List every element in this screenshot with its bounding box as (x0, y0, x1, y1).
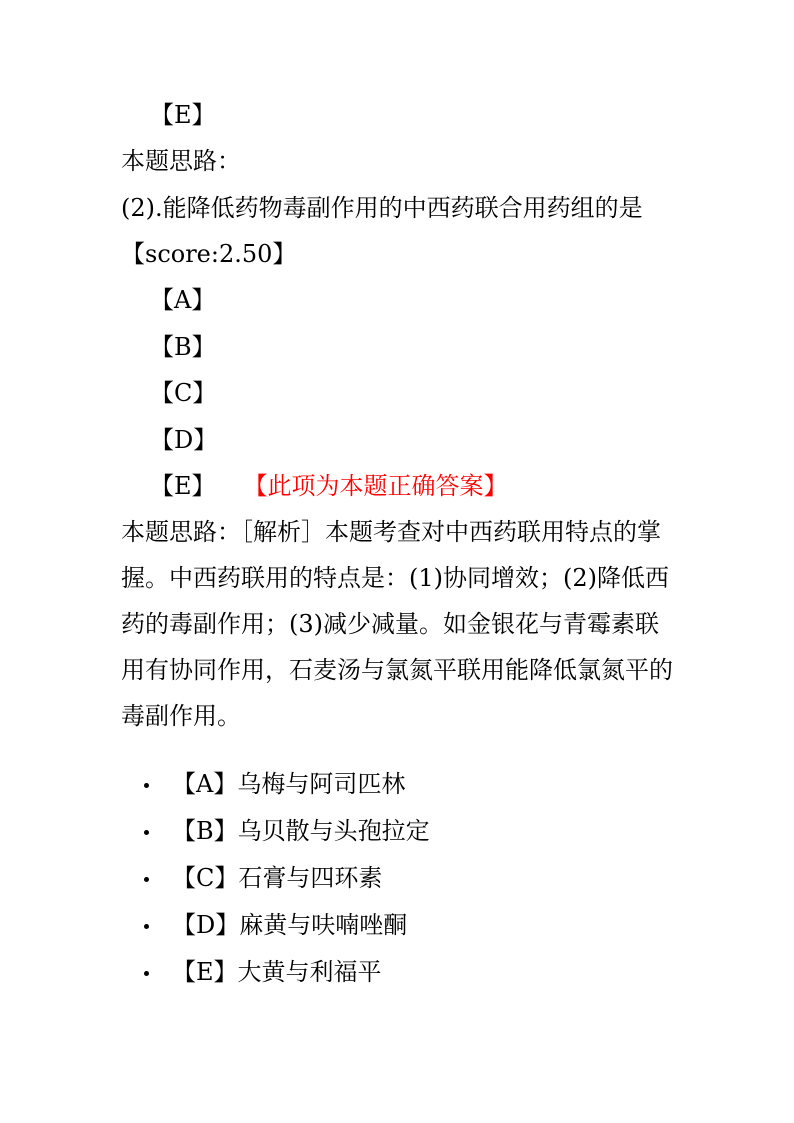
option-a: 【A】 (150, 286, 216, 314)
choice-text: 【B】乌贝散与头孢拉定 (172, 817, 430, 845)
bullet-icon (144, 783, 149, 788)
explanation-line: 药的毒副作用；(3)减少减量。如金银花与青霉素联 (121, 610, 659, 638)
option-e-row (150, 474, 508, 498)
explanation-line: 本题思路：［解析］本题考查对中西药联用特点的掌 (121, 518, 661, 546)
previous-hint-label: 本题思路： (121, 147, 241, 175)
list-item (0, 952, 430, 999)
option-d: 【D】 (150, 426, 218, 454)
previous-option-e: 【E】 (150, 101, 216, 129)
bullet-icon (144, 830, 149, 835)
bullet-icon (144, 877, 149, 882)
list-item (0, 764, 430, 811)
explanation-line: 用有协同作用，石麦汤与氯氮平联用能降低氯氮平的 (121, 656, 673, 684)
bullet-icon (144, 971, 149, 976)
option-e: 【E】 (150, 472, 216, 500)
question-title: (2).能降低药物毒副作用的中西药联合用药组的是 (121, 194, 643, 222)
question-score: 【score:2.50】 (121, 240, 297, 268)
correct-answer-marker: 【此项为本题正确答案】 (255, 472, 508, 500)
explanation (121, 509, 681, 739)
list-item (0, 858, 430, 905)
explanation-line: 毒副作用。 (121, 702, 241, 730)
choice-text: 【D】麻黄与呋喃唑酮 (172, 911, 408, 939)
bullet-icon (144, 924, 149, 929)
list-item (0, 905, 430, 952)
option-c: 【C】 (150, 379, 217, 407)
list-item (0, 811, 430, 858)
explanation-line: 握。中西药联用的特点是：(1)协同增效；(2)降低西 (121, 564, 669, 592)
choice-text: 【E】大黄与利福平 (172, 958, 382, 986)
option-b: 【B】 (150, 333, 216, 361)
choice-text: 【A】乌梅与阿司匹林 (172, 770, 406, 798)
choice-list (0, 764, 430, 999)
choice-text: 【C】石膏与四环素 (172, 864, 383, 892)
